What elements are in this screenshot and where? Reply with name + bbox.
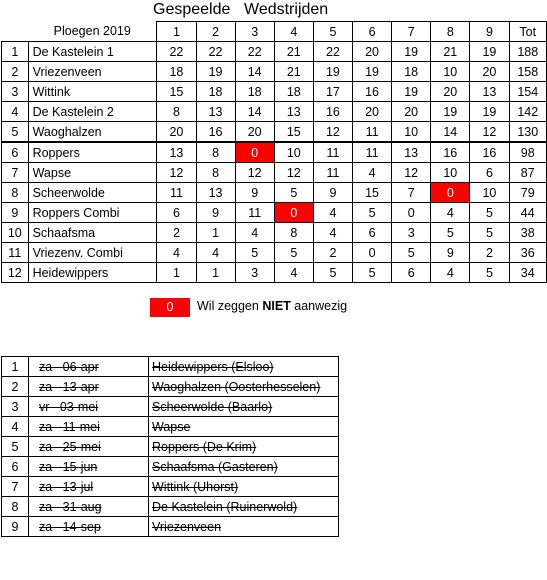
score-row: [2, 223, 547, 243]
score-cell: 20: [392, 102, 431, 122]
score-cell: 15: [274, 122, 313, 143]
schedule-date: 13-apr: [62, 379, 99, 394]
schedule-number-cell: 7: [2, 477, 29, 497]
schedule-date-cell: [29, 397, 149, 417]
score-cell: 10: [431, 62, 470, 82]
schedule-date-cell: [29, 437, 149, 457]
score-cell: 3: [235, 263, 274, 283]
score-row: [2, 62, 547, 82]
rank-cell: 10: [2, 223, 29, 243]
score-cell: 13: [274, 102, 313, 122]
score-cell: 5: [470, 223, 509, 243]
score-cell: 15: [353, 183, 392, 203]
schedule-date: 14-sep: [62, 519, 101, 534]
score-row: [2, 42, 547, 62]
rank-cell: 9: [2, 203, 29, 223]
score-cell: 0: [235, 142, 274, 163]
score-cell: 7: [392, 183, 431, 203]
score-cell: 11: [313, 142, 352, 163]
schedule-day: za: [39, 439, 53, 454]
rank-cell: 11: [2, 243, 29, 263]
schedule-row: [2, 437, 339, 457]
score-cell: 5: [313, 263, 352, 283]
score-cell: 8: [196, 163, 235, 183]
score-cell: 9: [235, 183, 274, 203]
schedule-row: [2, 417, 339, 437]
schedule-date-cell: [29, 377, 149, 397]
score-cell: 16: [431, 142, 470, 163]
score-cell: 19: [313, 62, 352, 82]
schedule-row: [2, 477, 339, 497]
score-cell: 19: [470, 102, 509, 122]
rank-cell: 2: [2, 62, 29, 82]
score-cell: 6: [353, 223, 392, 243]
score-cell: 4: [235, 223, 274, 243]
schedule-number-cell: 3: [2, 397, 29, 417]
schedule-date-cell: [29, 497, 149, 517]
score-cell: 21: [274, 62, 313, 82]
score-cell: 11: [235, 203, 274, 223]
score-cell: 8: [196, 142, 235, 163]
score-cell: 9: [431, 243, 470, 263]
score-cell: 16: [353, 82, 392, 102]
page-title: [0, 1, 547, 19]
rank-cell: 4: [2, 102, 29, 122]
score-cell: 4: [157, 243, 196, 263]
team-name-cell: Roppers: [28, 142, 157, 163]
corner-blank: [2, 22, 29, 42]
score-cell: 0: [392, 203, 431, 223]
score-cell: 4: [353, 163, 392, 183]
schedule-day: za: [39, 479, 53, 494]
schedule-date: 25-mei: [62, 439, 101, 454]
score-cell: 11: [157, 183, 196, 203]
score-cell: 8: [274, 223, 313, 243]
column-header: 2: [196, 22, 235, 42]
schedule-match-cell: Schaafsma (Gasteren): [149, 457, 339, 477]
score-cell: 8: [157, 102, 196, 122]
score-cell: 5: [431, 223, 470, 243]
score-cell: 4: [196, 243, 235, 263]
score-cell: 11: [313, 163, 352, 183]
column-header: 3: [235, 22, 274, 42]
score-cell: 21: [431, 42, 470, 62]
team-name-cell: Wapse: [28, 163, 157, 183]
score-cell: 22: [235, 42, 274, 62]
score-cell: 19: [353, 62, 392, 82]
schedule-number-cell: 8: [2, 497, 29, 517]
score-cell: 19: [392, 82, 431, 102]
score-cell: 12: [157, 163, 196, 183]
score-cell: 4: [431, 203, 470, 223]
total-cell: 79: [509, 183, 547, 203]
total-cell: 34: [509, 263, 547, 283]
score-cell: 5: [392, 243, 431, 263]
score-cell: 3: [392, 223, 431, 243]
schedule-match-cell: Wapse: [149, 417, 339, 437]
score-row: [2, 243, 547, 263]
score-cell: 15: [157, 82, 196, 102]
total-cell: 158: [509, 62, 547, 82]
schedule-match-cell: Waoghalzen (Oosterhesselen): [149, 377, 339, 397]
rank-cell: 8: [2, 183, 29, 203]
score-row: [2, 183, 547, 203]
column-header: Tot: [509, 22, 547, 42]
schedule-row: [2, 397, 339, 417]
legend-swatch: 0: [150, 298, 190, 317]
legend-text-before: Wil zeggen: [197, 299, 263, 313]
score-row: [2, 203, 547, 223]
team-name-cell: Vriezenveen: [28, 62, 157, 82]
schedule-date-cell: [29, 357, 149, 377]
score-cell: 13: [392, 142, 431, 163]
schedule-day: za: [39, 459, 53, 474]
schedule-date: 03-mei: [59, 399, 99, 414]
score-cell: 20: [431, 82, 470, 102]
schedule-number-cell: 2: [2, 377, 29, 397]
score-cell: 19: [392, 42, 431, 62]
score-cell: 11: [353, 122, 392, 143]
schedule-day: za: [39, 499, 53, 514]
score-row: [2, 102, 547, 122]
scores-header-row: [2, 22, 547, 42]
team-name-cell: De Kastelein 1: [28, 42, 157, 62]
score-cell: 13: [196, 183, 235, 203]
score-cell: 5: [235, 243, 274, 263]
score-row: [2, 263, 547, 283]
team-name-cell: Vriezenv. Combi: [28, 243, 157, 263]
total-cell: 142: [509, 102, 547, 122]
total-cell: 38: [509, 223, 547, 243]
score-cell: 12: [313, 122, 352, 143]
column-header: 5: [313, 22, 352, 42]
score-cell: 19: [470, 42, 509, 62]
schedule-day: za: [39, 379, 53, 394]
schedule-date-cell: [29, 417, 149, 437]
total-cell: 36: [509, 243, 547, 263]
score-cell: 4: [274, 263, 313, 283]
score-cell: 5: [353, 263, 392, 283]
schedule-number-cell: 9: [2, 517, 29, 537]
column-header: 4: [274, 22, 313, 42]
score-cell: 5: [274, 183, 313, 203]
score-cell: 12: [235, 163, 274, 183]
score-row: [2, 142, 547, 163]
score-cell: 0: [274, 203, 313, 223]
score-cell: 4: [313, 203, 352, 223]
schedule-row: [2, 357, 339, 377]
column-header: 8: [431, 22, 470, 42]
score-cell: 13: [470, 82, 509, 102]
score-cell: 10: [470, 183, 509, 203]
schedule-date: 15-jun: [62, 459, 98, 474]
schedule-day: za: [39, 419, 53, 434]
total-cell: 188: [509, 42, 547, 62]
team-name-cell: Schaafsma: [28, 223, 157, 243]
schedule-number-cell: 1: [2, 357, 29, 377]
schedule-match-cell: Vriezenveen: [149, 517, 339, 537]
score-cell: 20: [235, 122, 274, 143]
score-cell: 5: [470, 203, 509, 223]
score-cell: 2: [313, 243, 352, 263]
schedule-match-cell: Wittink (Uhorst): [149, 477, 339, 497]
score-cell: 14: [235, 62, 274, 82]
schedule-match-cell: De Kastelein (Ruinerwold): [149, 497, 339, 517]
score-cell: 1: [157, 263, 196, 283]
score-cell: 1: [196, 263, 235, 283]
score-cell: 18: [235, 82, 274, 102]
score-cell: 22: [313, 42, 352, 62]
schedule-day: za: [39, 359, 53, 374]
score-cell: 19: [196, 62, 235, 82]
schedule-row: [2, 457, 339, 477]
schedule-number-cell: 6: [2, 457, 29, 477]
schedule-match-cell: Heidewippers (Elsloo): [149, 357, 339, 377]
score-cell: 5: [353, 203, 392, 223]
score-cell: 14: [431, 122, 470, 143]
score-cell: 16: [313, 102, 352, 122]
score-cell: 16: [196, 122, 235, 143]
score-row: [2, 163, 547, 183]
score-cell: 20: [157, 122, 196, 143]
score-cell: 12: [470, 122, 509, 143]
score-row: [2, 122, 547, 143]
total-cell: 154: [509, 82, 547, 102]
schedule-date: 06-apr: [62, 359, 99, 374]
score-cell: 10: [431, 163, 470, 183]
legend-text: [197, 299, 347, 313]
schedule-number-cell: 4: [2, 417, 29, 437]
rank-cell: 5: [2, 122, 29, 143]
legend-text-bold: NIET: [262, 299, 291, 313]
score-cell: 0: [353, 243, 392, 263]
schedule-number-cell: 5: [2, 437, 29, 457]
score-cell: 18: [157, 62, 196, 82]
rank-cell: 1: [2, 42, 29, 62]
score-cell: 12: [392, 163, 431, 183]
column-header: 7: [392, 22, 431, 42]
schedule-date: 31-aug: [62, 499, 102, 514]
schedule-match-cell: Scheerwolde (Baarlo): [149, 397, 339, 417]
score-cell: 11: [353, 142, 392, 163]
title-right: Wedstrijden: [244, 1, 329, 18]
rank-cell: 7: [2, 163, 29, 183]
score-cell: 18: [392, 62, 431, 82]
team-name-cell: Wittink: [28, 82, 157, 102]
schedule-match-cell: Roppers (De Krim): [149, 437, 339, 457]
score-cell: 19: [431, 102, 470, 122]
rank-cell: 3: [2, 82, 29, 102]
total-cell: 98: [509, 142, 547, 163]
title-left: Gespeelde: [153, 1, 231, 18]
score-cell: 2: [470, 243, 509, 263]
score-cell: 13: [196, 102, 235, 122]
score-cell: 13: [157, 142, 196, 163]
score-cell: 12: [274, 163, 313, 183]
schedule-date: 13-jul: [62, 479, 94, 494]
score-cell: 9: [313, 183, 352, 203]
schedule-date-cell: [29, 477, 149, 497]
score-cell: 20: [353, 102, 392, 122]
score-cell: 14: [235, 102, 274, 122]
score-cell: 0: [431, 183, 470, 203]
score-cell: 6: [392, 263, 431, 283]
score-cell: 21: [274, 42, 313, 62]
column-header: 1: [157, 22, 196, 42]
score-cell: 22: [157, 42, 196, 62]
score-cell: 10: [274, 142, 313, 163]
schedule-date-cell: [29, 517, 149, 537]
score-cell: 5: [470, 263, 509, 283]
column-header: 9: [470, 22, 509, 42]
score-cell: 10: [392, 122, 431, 143]
schedule-day: vr: [39, 399, 50, 414]
schedule-table: [1, 356, 339, 537]
legend-text-after: aanwezig: [290, 299, 348, 313]
schedule-row: [2, 377, 339, 397]
team-name-cell: Heidewippers: [28, 263, 157, 283]
score-cell: 4: [313, 223, 352, 243]
rank-cell: 12: [2, 263, 29, 283]
score-cell: 6: [470, 163, 509, 183]
score-cell: 17: [313, 82, 352, 102]
total-cell: 130: [509, 122, 547, 143]
score-cell: 22: [196, 42, 235, 62]
team-name-cell: De Kastelein 2: [28, 102, 157, 122]
schedule-day: za: [39, 519, 53, 534]
schedule-row: [2, 497, 339, 517]
schedule-date-cell: [29, 457, 149, 477]
corner-label: Ploegen 2019: [28, 22, 157, 42]
total-cell: 44: [509, 203, 547, 223]
total-cell: 87: [509, 163, 547, 183]
score-cell: 16: [470, 142, 509, 163]
scores-table: [1, 21, 547, 283]
score-cell: 4: [431, 263, 470, 283]
score-cell: 18: [274, 82, 313, 102]
score-cell: 6: [157, 203, 196, 223]
schedule-date: 11-mei: [62, 419, 100, 434]
team-name-cell: Scheerwolde: [28, 183, 157, 203]
score-cell: 2: [157, 223, 196, 243]
score-cell: 1: [196, 223, 235, 243]
schedule-row: [2, 517, 339, 537]
rank-cell: 6: [2, 142, 29, 163]
score-cell: 9: [196, 203, 235, 223]
score-cell: 18: [196, 82, 235, 102]
score-cell: 20: [353, 42, 392, 62]
score-cell: 20: [470, 62, 509, 82]
score-row: [2, 82, 547, 102]
team-name-cell: Roppers Combi: [28, 203, 157, 223]
team-name-cell: Waoghalzen: [28, 122, 157, 143]
score-cell: 5: [274, 243, 313, 263]
column-header: 6: [353, 22, 392, 42]
